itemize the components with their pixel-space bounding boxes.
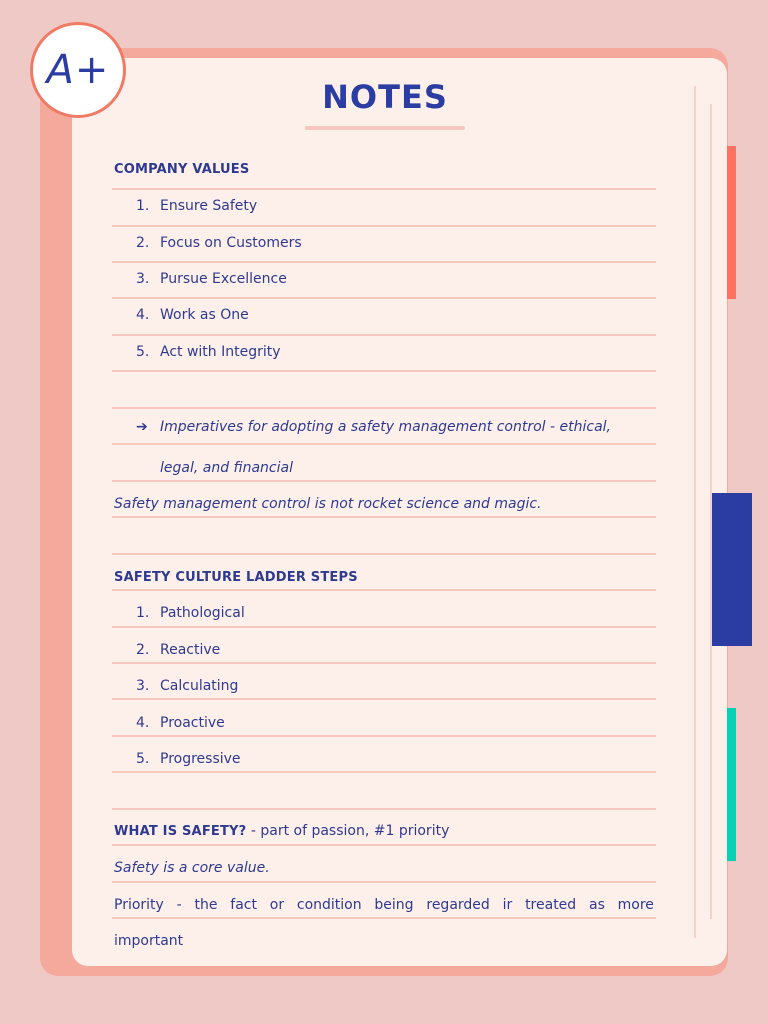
ruled-line [112,480,656,482]
ladder-step-item: 4. Proactive [136,715,225,731]
ruled-line [112,261,656,263]
company-value-item: 3. Pursue Excellence [136,271,287,287]
margin-line-right [710,104,712,919]
ruled-line [112,443,656,445]
ruled-line [112,589,656,591]
ruled-line [112,735,656,737]
company-value-item: 1. Ensure Safety [136,198,258,214]
page-title: NOTES [322,78,448,116]
ruled-line [112,698,656,700]
company-values-heading: COMPANY VALUES [114,162,250,177]
priority-definition-continued: important [114,933,184,949]
imperatives-note-continued: legal, and financial [160,460,293,476]
grade-text: A+ [46,47,110,93]
grade-badge [30,22,126,118]
what-is-safety-line: WHAT IS SAFETY? - part of passion, #1 priority [114,823,450,839]
ruled-line [112,334,656,336]
ruled-line [112,626,656,628]
core-value-note: Safety is a core value. [114,860,270,876]
ruled-line [112,188,656,190]
ruled-line [112,662,656,664]
ladder-step-item: 5. Progressive [136,751,241,767]
ladder-step-item: 1. Pathological [136,605,245,621]
safety-note: Safety management control is not rocket science and magic. [114,496,542,512]
priority-definition: Priority - the fact or condition being regarded ir treated as more [114,897,654,913]
ladder-step-item: 3. Calculating [136,678,239,694]
ruled-line [112,553,656,555]
title-underline [305,126,465,130]
ruled-line [112,771,656,773]
company-value-item: 4. Work as One [136,307,249,323]
ruled-line [112,407,656,409]
margin-line-left [694,86,696,938]
company-value-item: 5. Act with Integrity [136,344,281,360]
ruled-line [112,516,656,518]
ladder-step-item: 2. Reactive [136,642,221,658]
ruled-line [112,370,656,372]
company-value-item: 2. Focus on Customers [136,235,302,251]
ruled-line [112,844,656,846]
divider-tab-blue[interactable] [711,493,752,646]
ruled-line [112,881,656,883]
ladder-heading: SAFETY CULTURE LADDER STEPS [114,570,358,585]
ruled-line [112,808,656,810]
arrow-right-icon: ➔ [136,419,148,435]
ruled-line [112,225,656,227]
ruled-line [112,297,656,299]
ruled-line [112,917,656,919]
imperatives-note: ➔ Imperatives for adopting a safety management control - ethical, [136,419,612,435]
